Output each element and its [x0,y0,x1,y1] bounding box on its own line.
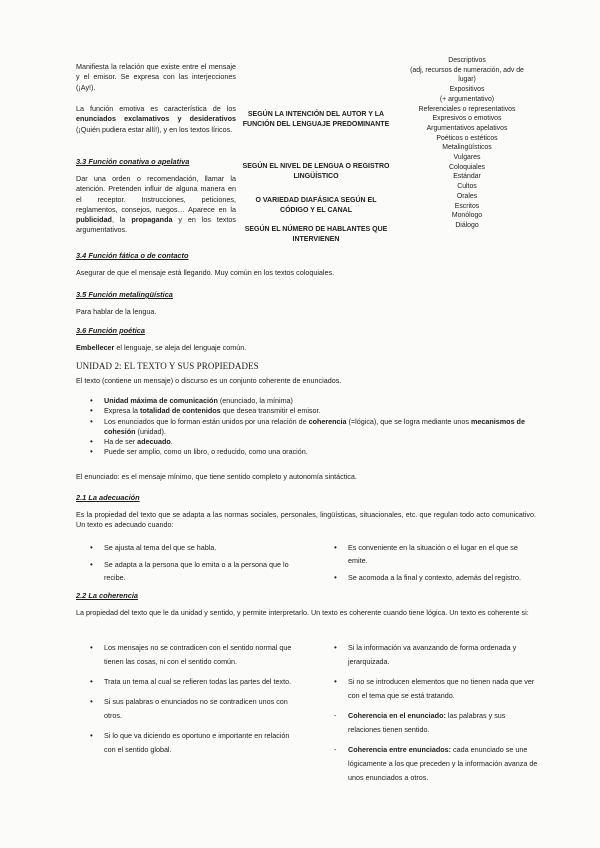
classification-intention: SEGÚN LA INTENCIÓN DEL AUTOR Y LA FUNCIÓN DEL LENGUAJE PREDOMINANTE [242,111,390,128]
paragraph-emotive-function: La función emotiva es característica de los enunciados exclamativos y desiderativos (¡Quién pudiera estar allí!), y en los textos líricos. [76,104,236,134]
paragraph-phatic: Asegurar de que el mensaje está llegando. Muy común en los textos coloquiales. [76,268,335,277]
paragraph-metalinguistic: Para hablar de la lengua. [76,307,157,316]
list-item: • Si no se introducen elementos que no tienen nada que ver con el tema que se está tratando. [348,675,538,703]
list-item: • Los mensajes no se contradicen con el sentido normal que tienen las cosas, ni con el sentido común. [104,641,294,669]
text-type: Expresivos o emotivos [432,115,502,123]
text-type: (+ argumentativo) [439,95,495,103]
heading-3-4: 3.4 Función fática o de contacto [76,251,189,260]
paragraph-emotive-relation: Manifiesta la relación que existe entre el mensaje y el emisor. Se expresa con las interjecciones (¡Ay!). [76,62,236,92]
heading-3-3: 3.3 Función conativa o apelativa [76,157,190,166]
text-type: (adj, recursos de numeración, adv de [410,66,524,74]
list-item: • Se ajusta al tema del que se habla. [104,541,294,554]
list-item: • Puede ser amplio, como un libro, o reducido, como una oración. [104,447,536,457]
list-item: • Unidad máxima de comunicación (enunciado, la mínima) [104,396,536,406]
text-type: Monólogo [451,212,483,220]
enunciado-definition: El enunciado: es el mensaje mínimo, que tiene sentido completo y autonomía sintáctica. [76,472,357,481]
text-type: Diálogo [455,221,479,229]
text-type: Metalingüísticos [442,144,492,152]
text-type: Descriptivos [448,57,486,64]
heading-3-5: 3.5 Función metalingüística [76,290,173,299]
text-type: Expositivos [449,86,485,94]
list-item: - Coherencia en el enunciado: las palabras y sus relaciones tienen sentido. [348,709,538,737]
list-item: • Es conveniente en la situación o el lugar en el que se emite. [348,541,538,567]
text-type: Orales [456,192,478,200]
list-item: • Los enunciados que lo forman están unidos por una relación de coherencia (=lógica), que se logra mediante unos mecanismos de cohesión (unidad). [104,417,536,438]
adequacy-left-list [104,541,294,584]
classification-register: SEGÚN EL NIVEL DE LENGUA O REGISTRO LINGÜÍSTICO [242,163,390,180]
paragraph-adequacy: Es la propiedad del texto que se adapta a las normas sociales, personales, lingüísticas, situacionales, etc. que regulan todo acto comunicativo. Un texto es adecuado cuando: [76,510,536,530]
heading-2-2: 2.2 La coherencia [76,591,139,600]
text-types-list [392,56,542,231]
paragraph-coherence: La propiedad del texto que le da unidad y sentido, y permite interpretarlo. Un texto es coherente cuando tiene lógica. Un texto es coherente si: [76,608,529,617]
text-type: lugar) [458,76,476,84]
paragraph-poetic: Embellecer el lenguaje, se aleja del lenguaje común. [76,343,247,352]
paragraph-conative: Dar una orden o recomendación, llamar la atención. Pretenden influir de alguna manera en el receptor. Instrucciones, peticiones, reglamentos, consejos, ruegos… Aparece en la publicidad, la propaganda y en los textos argumentativos. [76,174,236,235]
adequacy-right-list [348,541,538,584]
coherence-right-list [348,641,538,785]
list-item: - Coherencia entre enunciados: cada enunciado se une lógicamente a los que preceden y la información avanza de unos enunciados a otros. [348,743,538,785]
list-item: • Ha de ser adecuado. [104,437,536,447]
list-item: • Trata un tema al cual se refieren todas las partes del texto. [104,675,294,689]
list-item: • Se adapta a la persona que lo emita o a la persona que lo recibe. [104,558,294,584]
heading-3-6: 3.6 Función poética [76,326,145,335]
classification-speakers: SEGÚN EL NÚMERO DE HABLANTES QUE INTERVIENEN [244,226,388,243]
unit-bullets [104,396,536,458]
text-type: Poéticos o estéticos [436,134,498,142]
list-item: • Si lo que va diciendo es oportuno e importante en relación con el sentido global. [104,729,294,757]
text-type: Cultos [457,183,477,191]
heading-2-1: 2.1 La adecuación [76,493,140,502]
coherence-left-list [104,641,294,757]
text-type: Referenciales o representativos [418,105,516,113]
text-type: Coloquiales [448,163,485,171]
text-type: Vulgares [453,154,481,162]
list-item: • Expresa la totalidad de contenidos que desea transmitir el emisor. [104,406,536,416]
classification-channel: O VARIEDAD DIAFÁSICA SEGÚN EL CÓDIGO Y EL CANAL [255,197,377,214]
unit-intro: El texto (contiene un mensaje) o discurso es un conjunto coherente de enunciados. [76,376,342,385]
unit-title: UNIDAD 2: EL TEXTO Y SUS PROPIEDADES [76,361,259,371]
list-item: • Si la información va avanzando de forma ordenada y jerarquizada. [348,641,538,669]
text-type: Argumentativos apelativos [426,124,508,132]
text-type: Escritos [454,202,480,210]
text-type: Estándar [453,173,481,181]
list-item: • Si sus palabras o enunciados no se contradicen unos con otros. [104,695,294,723]
list-item: • Se acomoda a la final y contexto, además del registro. [348,571,538,584]
